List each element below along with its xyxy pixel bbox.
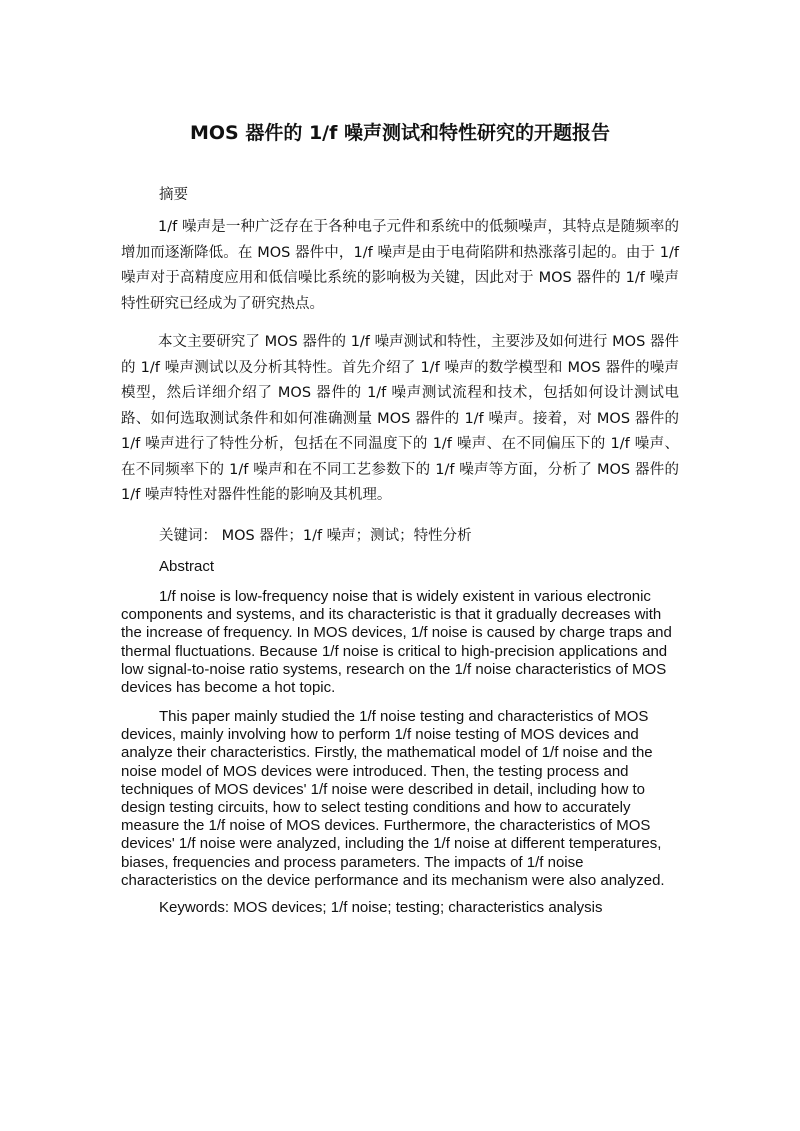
abstract-cn-paragraph-2: 本文主要研究了 MOS 器件的 1/f 噪声测试和特性，主要涉及如何进行 MOS 器件的 1/f 噪声测试以及分析其特性。首先介绍了 1/f 噪声的数学模型和 MOS 器件的噪声模型，然后详细介绍了 MOS 器件的 1/f 噪声测试流程和技术，包括如何设计测试电路、如何选取测试条件和如何准确测量 MOS 器件的 1/f 噪声。接着，对 MOS 器件的 1/f 噪声进行了特性分析，包括在不同温度下的 1/f 噪声、在不同偏压下的 1/f 噪声、在不同频率下的 1/f 噪声和在不同工艺参数下的 1/f 噪声等方面，分析了 MOS 器件的 1/f 噪声特性对器件性能的影响及其机理。: [121, 334, 679, 503]
abstract-en-heading: Abstract: [159, 558, 215, 575]
keywords-en: Keywords: MOS devices; 1/f noise; testing; characteristics analysis: [159, 899, 603, 916]
abstract-cn-paragraph-1: 1/f 噪声是一种广泛存在于各种电子元件和系统中的低频噪声，其特点是随频率的增加而逐渐降低。在 MOS 器件中，1/f 噪声是由于电荷陷阱和热涨落引起的。由于 1/f 噪声对于高精度应用和低信噪比系统的影响极为关键，因此对于 MOS 器件的 1/f 噪声特性研究已经成为了研究热点。: [121, 219, 679, 312]
abstract-en-paragraph-1: 1/f noise is low-frequency noise that is widely existent in various electronic components and systems, and its characteristic is that it gradually decreases with the increase of frequency. In MOS devices, 1/f noise is caused by charge traps and thermal fluctuations. Because 1/f noise is critical to high-precision applications and low signal-to-noise ratio systems, research on the 1/f noise characteristics of MOS devices has become a hot topic.: [121, 588, 672, 697]
keywords-cn: 关键词： MOS 器件；1/f 噪声；测试；特性分析: [159, 528, 472, 544]
document-title: MOS 器件的 1/f 噪声测试和特性研究的开题报告: [189, 122, 610, 144]
abstract-cn-heading: 摘要: [159, 187, 188, 203]
abstract-en-paragraph-2: This paper mainly studied the 1/f noise testing and characteristics of MOS devices, mainly involving how to perform 1/f noise testing of MOS devices and analyze their characteristics. Firstly, the mathematical model of 1/f noise and the noise model of MOS devices were introduced. Then, the testing process and techniques of MOS devices' 1/f noise were described in detail, including how to design testing circuits, how to select testing conditions and how to accurately measure the 1/f noise of MOS devices. Furthermore, the characteristics of MOS devices' 1/f noise were analyzed, including the 1/f noise at different temperatures, biases, frequencies and process parameters. The impacts of 1/f noise characteristics on the device performance and its mechanism were also analyzed.: [121, 708, 665, 889]
